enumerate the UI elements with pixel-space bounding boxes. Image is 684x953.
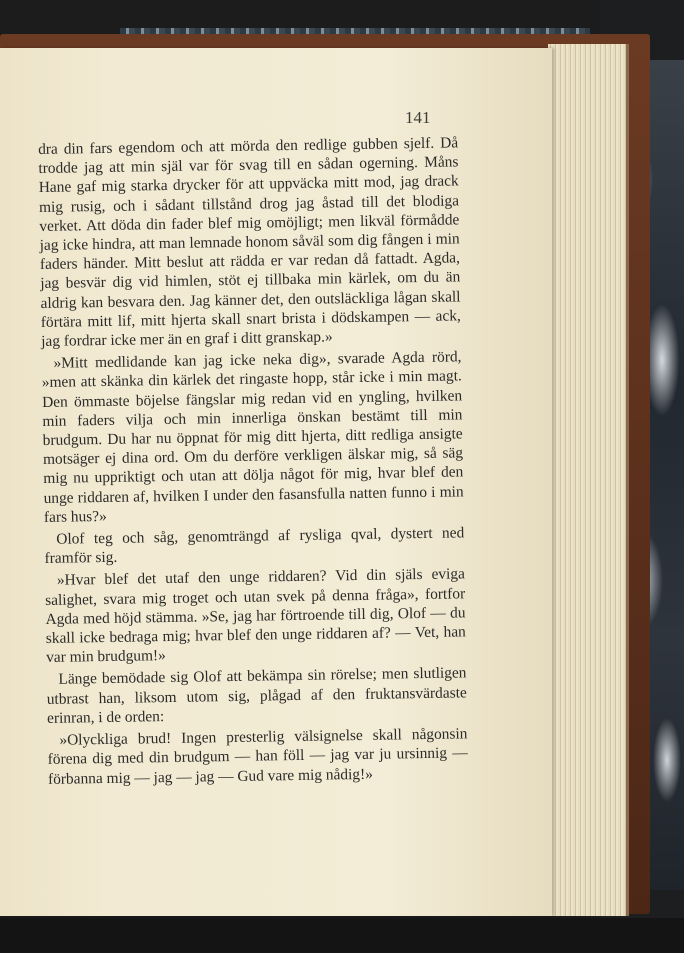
paragraph: Länge bemödade sig Olof att bekämpa sin rörelse; men slutligen utbrast han, liksom utom sig, plågad af den fruktansvärdaste erinran, i de orden:	[46, 664, 467, 727]
page-edges	[548, 44, 629, 916]
paragraph: Olof teg och såg, genomträngd af rysliga qval, dystert ned framför sig.	[44, 524, 465, 568]
page-number: 141	[405, 108, 431, 127]
page-text	[38, 133, 468, 788]
paragraph: »Hvar blef det utaf den unge riddaren? Vid din själs eviga salighet, svara mig troget och utan svek på denna fråga», fortfor Agda med höjd stämma. »Se, jag har förtroende till dig, Olof — du skall icke bedraga mig; hvar blef den unge riddaren af? — Vet, han var min brudgum!»	[45, 565, 466, 667]
paragraph: dra din fars egendom och att mörda den redlige gubben sjelf. Då trodde jag att min själ var för svag till en sådan ogerning. Måns Hane gaf mig starka drycker för att uppväcka mitt mod, jag drack mig rusig, och i sådant tillstånd drog jag åstad till det blodiga verket. Att döda din fader blef mig omöjligt; men likväl förmådde jag icke hindra, att man lemnade honom såväl som dig fången i min faders händer. Mitt beslut att rädda er var redan då fattadt. Agda, jag besvär dig vid himlen, stöt ej tillbaka min kärlek, om du än aldrig kan besvara den. Jag känner det, den outsläckliga lågan skall förtära mitt lif, mitt hjerta skall snart brista i dödskampen — ack, jag fordrar icke mer än en graf i ditt granskap.»	[38, 134, 461, 351]
background-bottom	[0, 918, 684, 953]
paragraph: »Olyckliga brud! Ingen presterlig välsignelse skall någonsin förena dig med din brudgum — han föll — jag var ju ursinnig — förbanna mig — jag — jag — Gud vare mig nådig!»	[47, 725, 468, 788]
paragraph: »Mitt medlidande kan jag icke neka dig», svarade Agda rörd, »men att skänka din kärlek det ringaste hopp, står icke i min magt. Den ömmaste böjelse fängslar mig redan vid en yngling, hvilken min faders vilja och min innerliga önskan bestämt till min brudgum. Du har nu öppnat för mig ditt hjerta, ditt redliga ansigte motsäger ej dina ord. Om du derföre verkligen älskar mig, så säg mig nu uppriktigt och utan att dölja något för mig, hvar blef den unge riddaren af, hvilken I under den fasansfulla natten funno i min fars hus?»	[41, 348, 464, 526]
